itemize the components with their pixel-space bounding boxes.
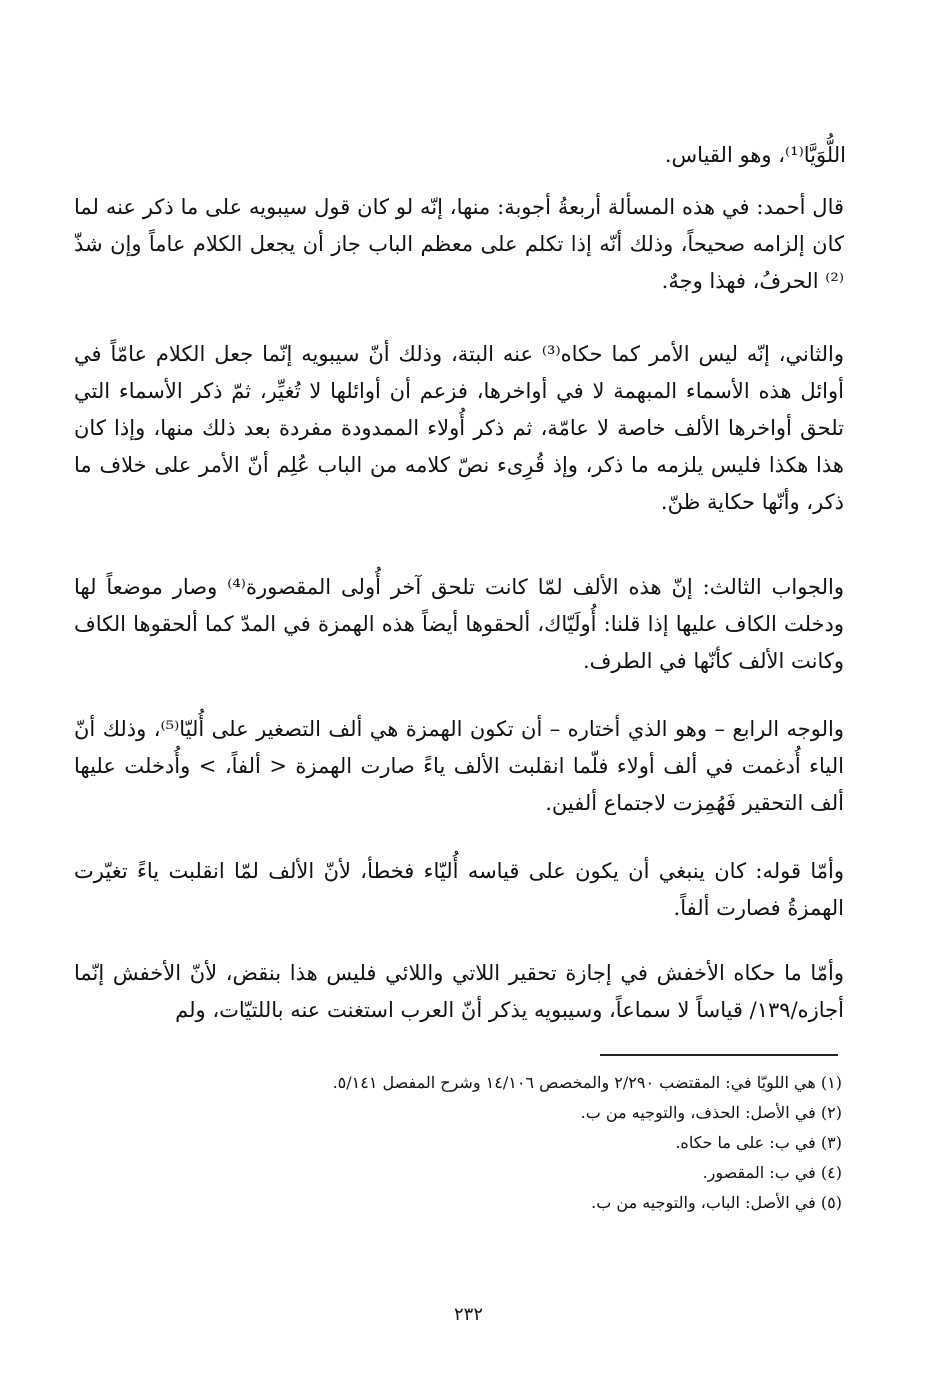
paragraph-3 — [74, 569, 844, 680]
paragraph-2 — [74, 336, 844, 521]
paragraph-text: والجواب الثالث: إنّ هذه الألف لمّا كانت تلحق آخر أُولى المقصورة⁽⁴⁾ وصار موضعاً لها ودخلت الكاف عليها إذا قلنا: أُولَيّاك، ألحقوها أيضاً هذه الهمزة في المدّ كما ألحقوها الكاف وكانت الألف كأنّها في الطرف. — [74, 575, 844, 673]
paragraph-text: والثاني، إنّه ليس الأمر كما حكاه⁽³⁾ عنه البتة، وذلك أنّ سيبويه إنّما جعل الكلام عامّاً في أوائل هذه الأسماء المبهمة لا في أواخرها، فزعم أن أوائلها لا تُغيِّر، ثمّ ذكر الأسماء التي تلحق أواخرها الألف خاصة لا عامّة، ثم ذكر أُولاء الممدودة مفردة بعد ذلك منها، وإذا كان هذا هكذا فليس يلزمه ما ذكر، وإذ قُرِىء نصّ كلامه من الباب عُلِم أنّ الأمر على خلاف ما ذكر، وأنّها حكاية ظنّ. — [74, 342, 844, 514]
paragraph-5 — [74, 853, 844, 927]
footnotes — [200, 1068, 842, 1218]
footnote-2: (٢) في الأصل: الحذف، والتوجيه من ب. — [580, 1103, 842, 1122]
paragraph-text: وأمّا ما حكاه الأخفش في إجازة تحقير اللاتي واللائي فليس هذا بنقض، لأنّ الأخفش إنّما أجازه/١٣٩/ قياساً لا سماعاً، وسيبويه يذكر أنّ العرب استغنت عنه باللتيّات، ولم — [74, 961, 844, 1022]
paragraph-text: والوجه الرابع – وهو الذي أختاره – أن تكون الهمزة هي ألف التصغير على أُليّا⁽⁵⁾، وذلك أنّ الياء أُدغمت في ألف أولاء فلّما انقلبت الألف ياءً صارت الهمزة < ألفاً، > وأُدخلت عليها ألف التحقير فَهُمِزت لاجتماع ألفين. — [74, 717, 844, 815]
footnote-divider — [600, 1054, 838, 1056]
footnote-4: (٤) في ب: المقصور. — [702, 1163, 842, 1182]
footnote-5: (٥) في الأصل: الباب، والتوجيه من ب. — [591, 1193, 842, 1212]
footnote-1: (١) هي اللويّا في: المقتضب ٢/٢٩٠ والمخصص ١٤/١٠٦ وشرح المفصل ٥/١٤١. — [332, 1073, 842, 1092]
footnote-3: (٣) في ب: على ما حكاه. — [675, 1133, 842, 1152]
paragraph-4 — [74, 711, 844, 822]
paragraph-text: وأمّا قوله: كان ينبغي أن يكون على قياسه أُليّاء فخطأ، لأنّ الألف لمّا انقلبت ياءً تغيّرت الهمزةُ فصارت ألفاً. — [74, 859, 844, 920]
paragraph-6 — [74, 955, 844, 1029]
paragraph-1 — [74, 189, 844, 300]
page-number: ٢٣٢ — [453, 1304, 483, 1325]
paragraph-text: قال أحمد: في هذه المسألة أربعةُ أجوبة: منها، إنّه لو كان قول سيبويه على ما ذكر عنه لما كان إلزامه صحيحاً، وذلك أنّه إذا تكلم على معظم الباب جاز أن يجعل الكلام عاماً وإن شذّ ⁽²⁾ الحرفُ، فهذا وجهٌ. — [74, 195, 844, 293]
intro-line: اللُّوَيَّا⁽¹⁾، وهو القياس. — [664, 143, 846, 167]
